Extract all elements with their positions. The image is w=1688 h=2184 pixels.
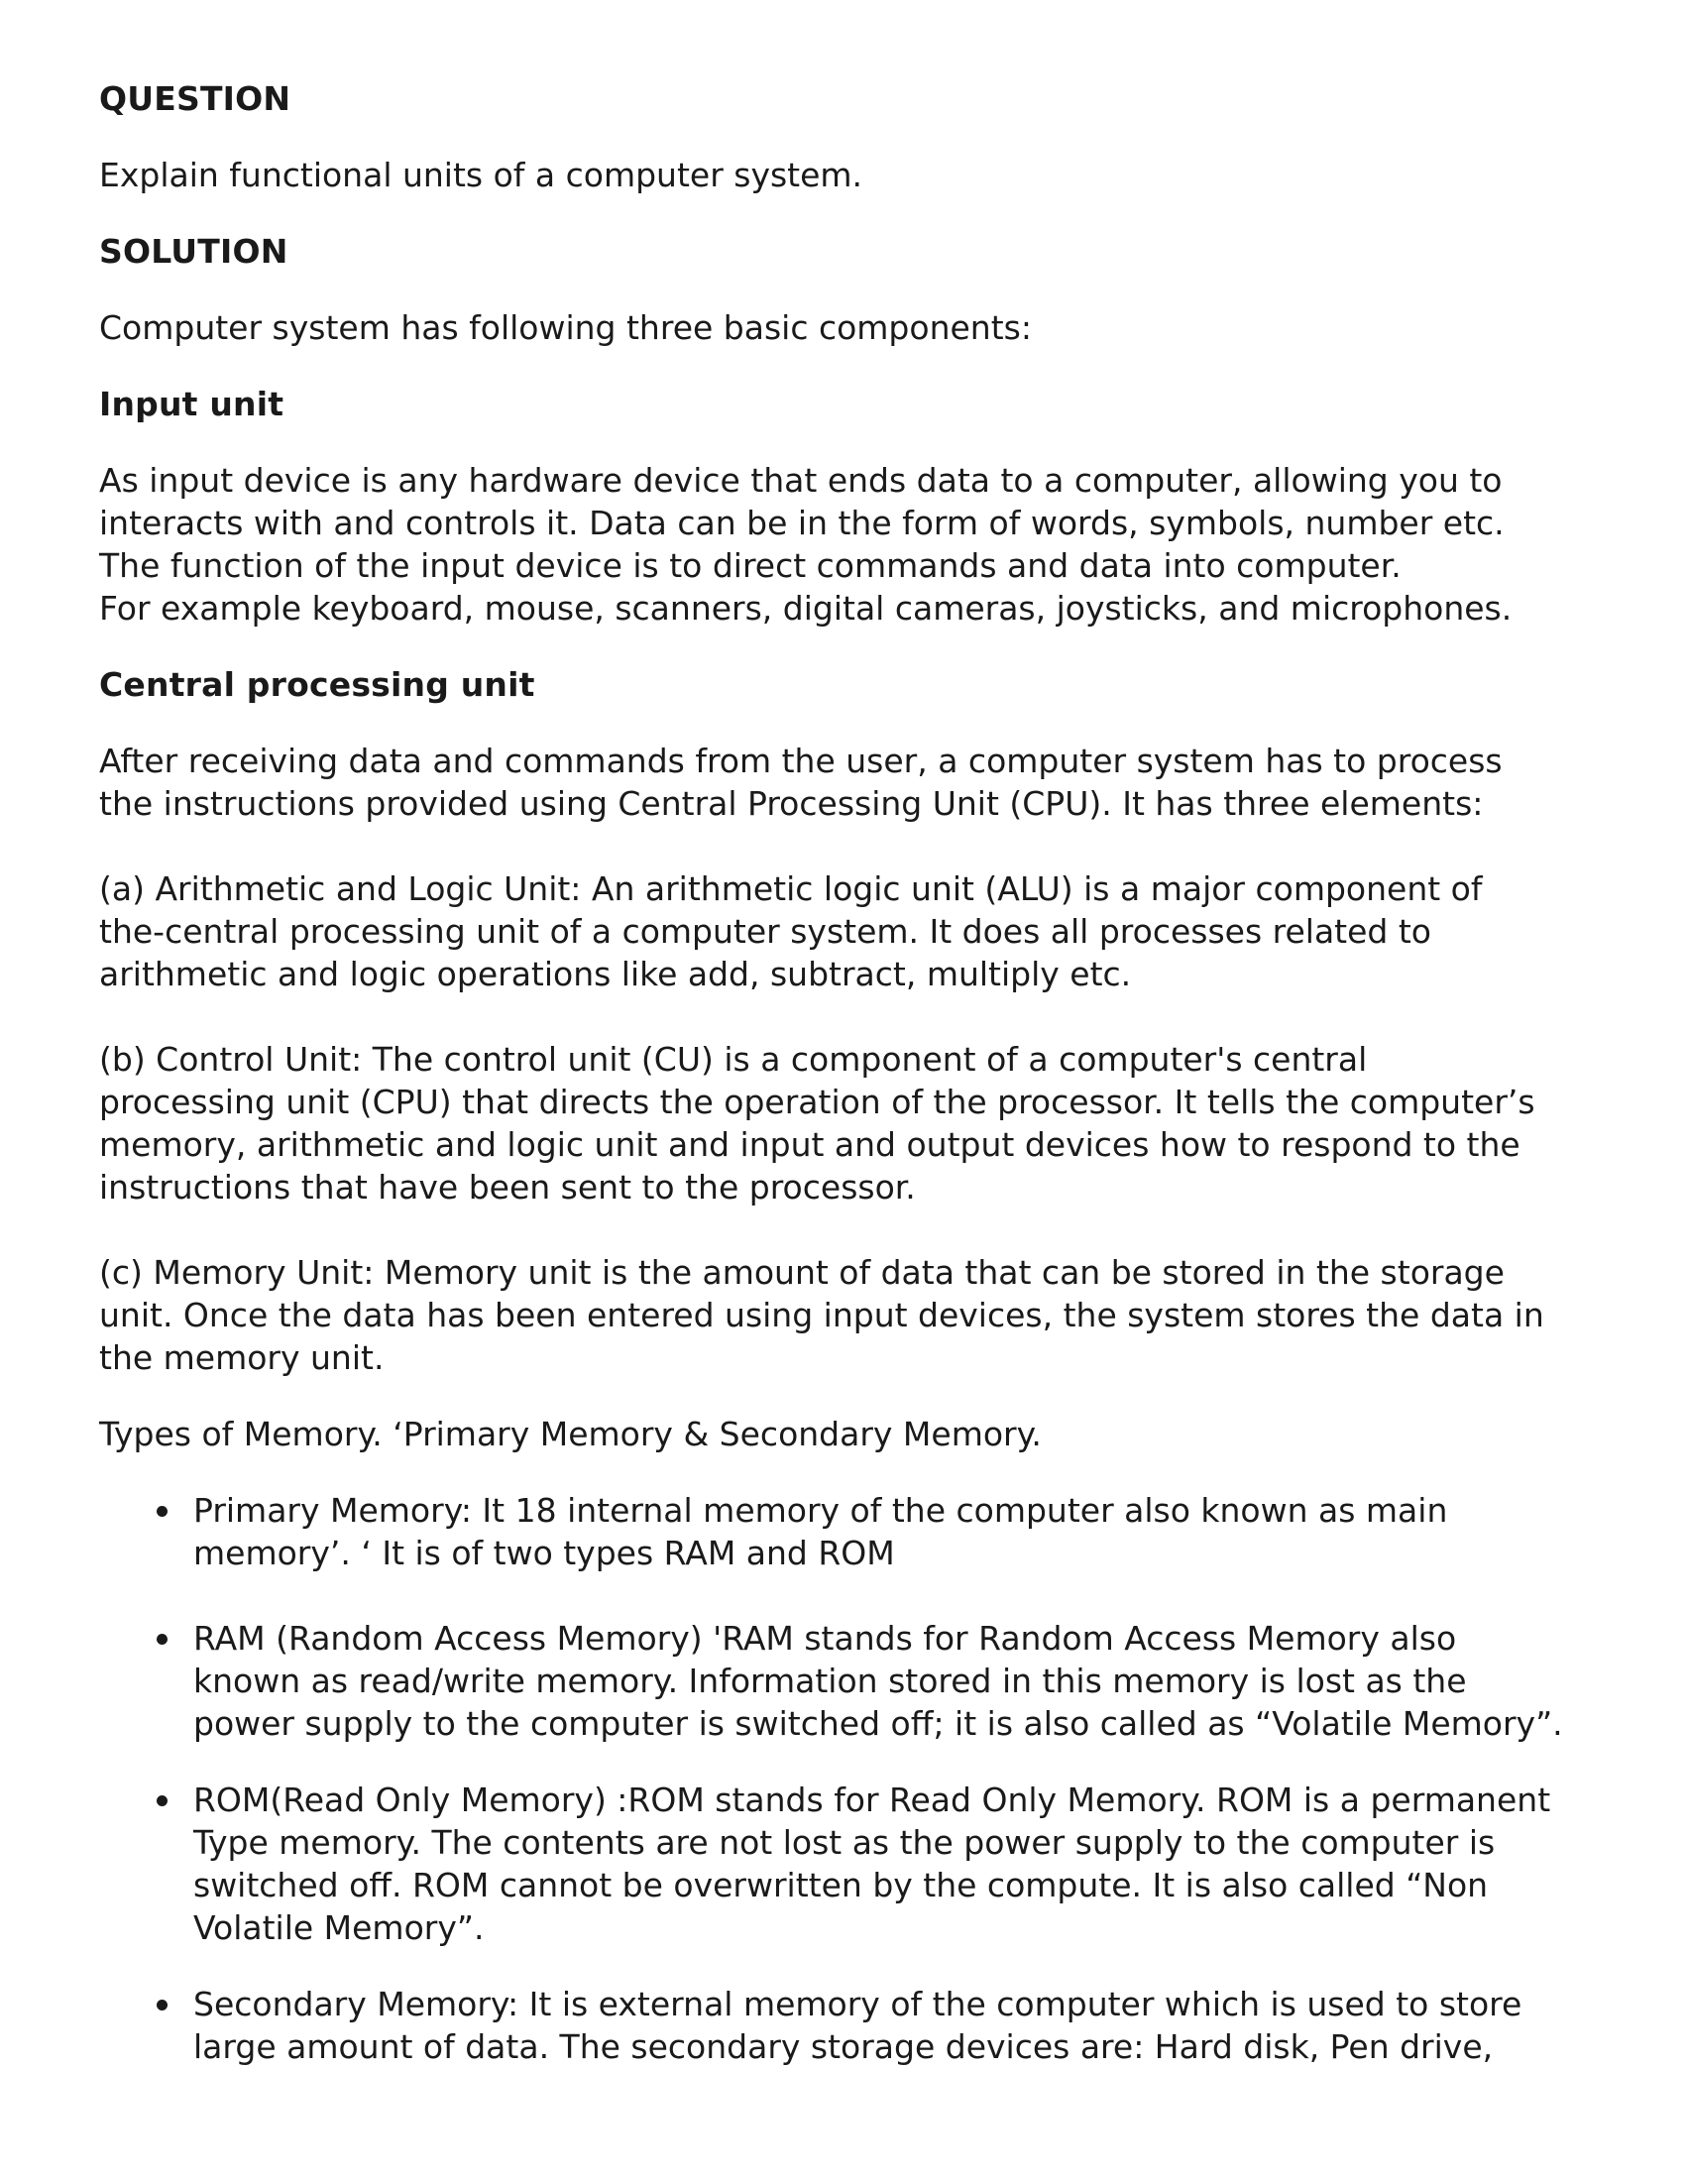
paragraph-line: instructions that have been sent to the processor.: [99, 1168, 916, 1207]
list-item-line: RAM (Random Access Memory) 'RAM stands for Random Access Memory also: [193, 1619, 1457, 1658]
input-unit-paragraph: [99, 459, 1606, 630]
paragraph-line: the memory unit.: [99, 1338, 385, 1377]
paragraph-line: (b) Control Unit: The control unit (CU) is a component of a computer's central: [99, 1040, 1368, 1079]
paragraph-line: processing unit (CPU) that directs the operation of the processor. It tells the computer’s: [99, 1083, 1535, 1121]
paragraph-line: the-central processing unit of a computer system. It does all processes related to: [99, 912, 1431, 951]
paragraph-line: interacts with and controls it. Data can be in the form of words, symbols, number etc.: [99, 504, 1505, 542]
list-item-line: Primary Memory: It 18 internal memory of the computer also known as main: [193, 1491, 1448, 1530]
question-text: Explain functional units of a computer system.: [99, 156, 863, 194]
paragraph-line: (c) Memory Unit: Memory unit is the amount of data that can be stored in the storage: [99, 1253, 1505, 1292]
memory-types-text: Types of Memory. ‘Primary Memory & Secondary Memory.: [99, 1415, 1042, 1453]
list-item-line: large amount of data. The secondary storage devices are: Hard disk, Pen drive,: [193, 2027, 1494, 2066]
list-item-line: power supply to the computer is switched off; it is also called as “Volatile Memory”.: [193, 1704, 1563, 1743]
input-unit-heading: Input unit: [99, 385, 284, 423]
control-unit-paragraph: [99, 1038, 1606, 1208]
memory-bullet-list: [99, 1489, 1606, 2068]
document-page: [99, 77, 1606, 2111]
paragraph-line: As input device is any hardware device that ends data to a computer, allowing you to: [99, 461, 1503, 500]
bullet-icon: [157, 1506, 168, 1517]
memory-unit-paragraph: [99, 1251, 1606, 1379]
list-item-rom: [99, 1779, 1606, 1949]
bullet-icon: [157, 1634, 168, 1645]
paragraph-line: The function of the input device is to direct commands and data into computer.: [99, 546, 1402, 585]
list-item-primary-memory: [99, 1489, 1606, 1574]
bullet-icon: [157, 2000, 168, 2011]
paragraph-line: unit. Once the data has been entered using input devices, the system stores the data in: [99, 1296, 1544, 1334]
paragraph-line: arithmetic and logic operations like add, subtract, multiply etc.: [99, 955, 1132, 993]
paragraph-line: (a) Arithmetic and Logic Unit: An arithmetic logic unit (ALU) is a major component of: [99, 869, 1483, 908]
solution-intro: Computer system has following three basic components:: [99, 308, 1032, 347]
question-heading: QUESTION: [99, 79, 291, 118]
list-item-line: ROM(Read Only Memory) :ROM stands for Read Only Memory. ROM is a permanent: [193, 1781, 1551, 1819]
cpu-heading: Central processing unit: [99, 665, 535, 704]
list-item-line: switched off. ROM cannot be overwritten by the compute. It is also called “Non: [193, 1866, 1489, 1904]
alu-paragraph: [99, 867, 1606, 995]
list-item-ram: [99, 1617, 1606, 1745]
bullet-icon: [157, 1795, 168, 1806]
paragraph-line: After receiving data and commands from the user, a computer system has to process: [99, 742, 1503, 780]
paragraph-line: memory, arithmetic and logic unit and input and output devices how to respond to the: [99, 1125, 1520, 1164]
paragraph-line: the instructions provided using Central Processing Unit (CPU). It has three elements:: [99, 784, 1484, 823]
paragraph-line: For example keyboard, mouse, scanners, digital cameras, joysticks, and microphones.: [99, 589, 1513, 628]
cpu-intro-paragraph: [99, 740, 1606, 825]
solution-heading: SOLUTION: [99, 232, 288, 271]
list-item-line: Volatile Memory”.: [193, 1908, 485, 1947]
list-item-line: memory’. ‘ It is of two types RAM and ROM: [193, 1534, 895, 1572]
list-item-line: known as read/write memory. Information stored in this memory is lost as the: [193, 1662, 1467, 1700]
list-item-line: Type memory. The contents are not lost as the power supply to the computer is: [193, 1823, 1496, 1862]
list-item-line: Secondary Memory: It is external memory of the computer which is used to store: [193, 1985, 1522, 2023]
list-item-secondary-memory: [99, 1983, 1606, 2068]
